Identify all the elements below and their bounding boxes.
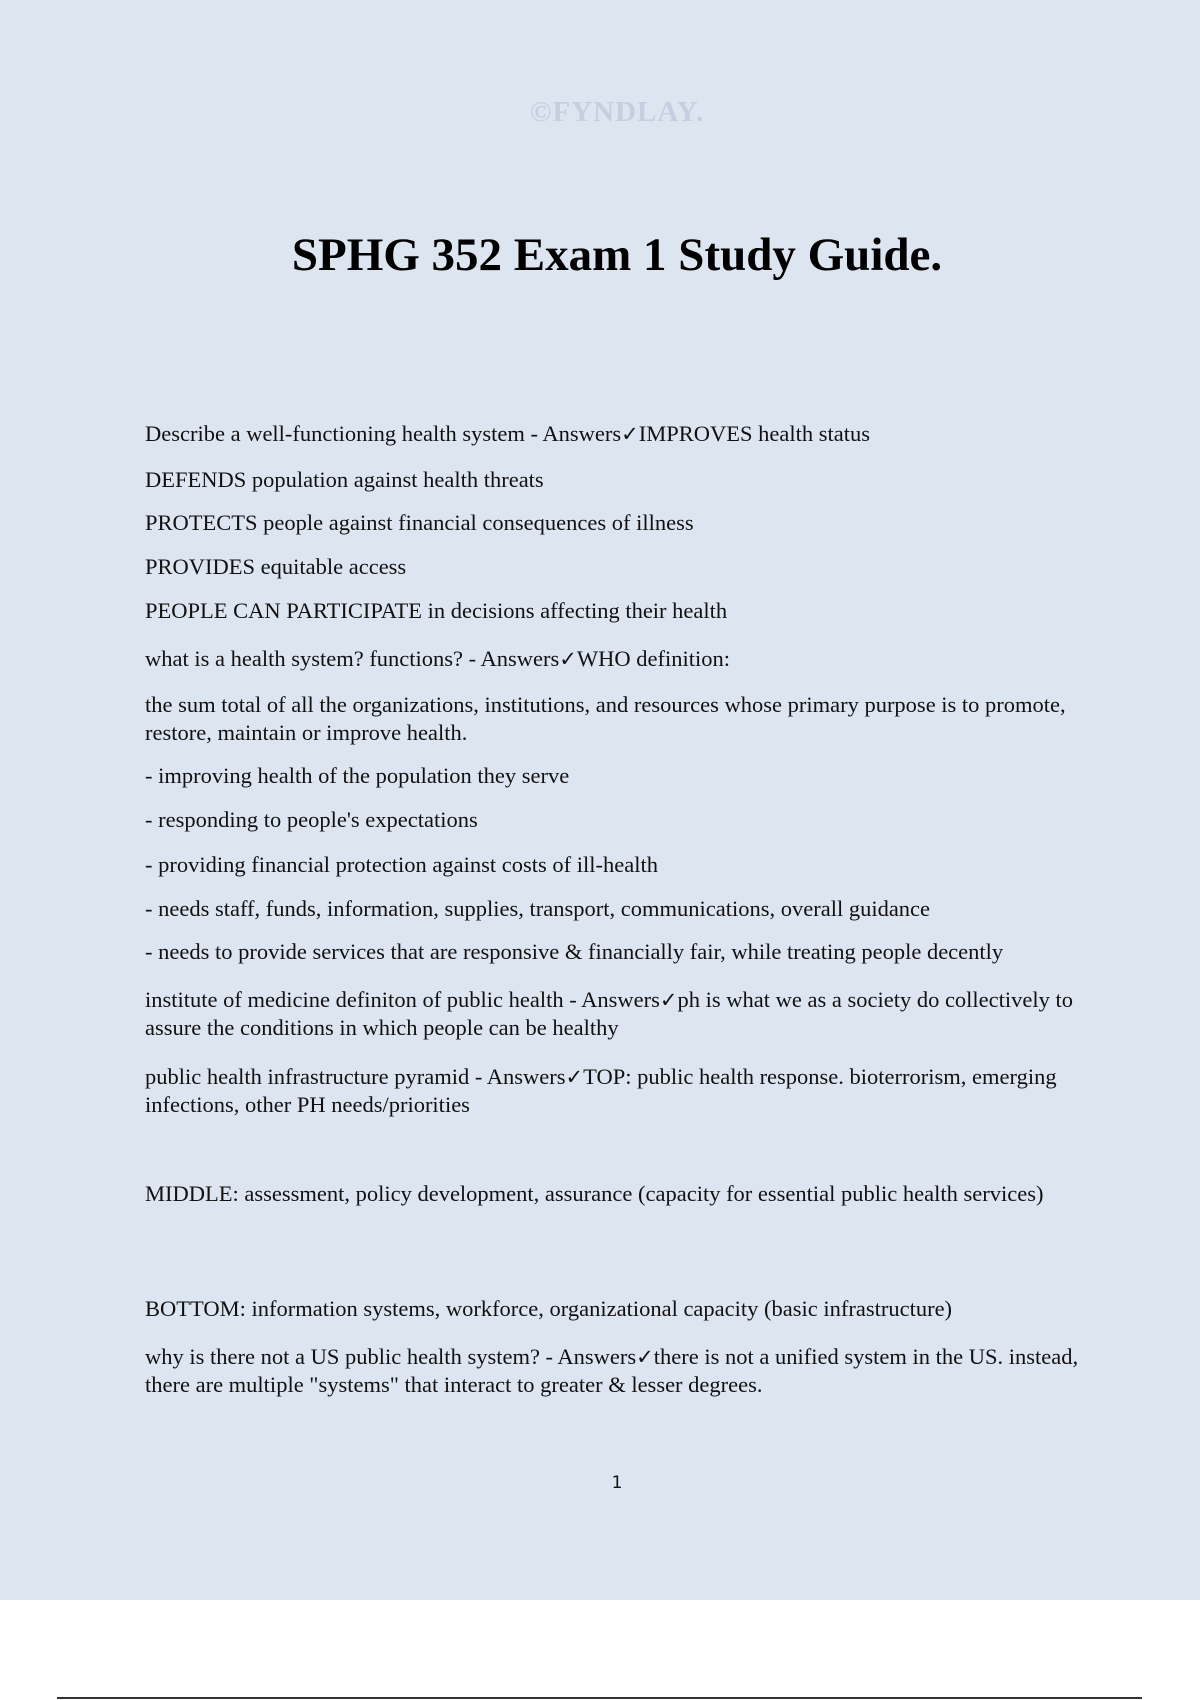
answer-text: ph is what we as a society do collectively to assure the conditions in which people can be healthy — [145, 987, 1074, 1040]
text-line: DEFENDS population against health threats — [145, 467, 544, 492]
answer-text: WHO definition: — [576, 646, 731, 671]
list-item: - needs to provide services that are responsive & financially fair, while treating people decently — [145, 939, 1004, 964]
question-text: what is a health system? functions? - Answers — [145, 646, 560, 671]
checkmark-icon: ✓ — [565, 1065, 584, 1089]
answer-line — [145, 1343, 1085, 1399]
list-item: - needs staff, funds, information, supplies, transport, communications, overall guidance — [145, 896, 931, 921]
text-line: the sum total of all the organizations, institutions, and resources whose primary purpose is to promote, restore, maintain or improve health. — [145, 692, 1066, 745]
list-item: - responding to people's expectations — [145, 807, 478, 832]
answer-text: there is not a unified system in the US. instead, there are multiple "systems" that interact to greater & lesser degrees. — [145, 1344, 1079, 1397]
question-text: Describe a well-functioning health system - Answers — [145, 421, 622, 446]
text-line: PEOPLE CAN PARTICIPATE in decisions affecting their health — [145, 598, 728, 623]
answer-line — [145, 645, 1085, 673]
text-line: PROTECTS people against financial consequences of illness — [145, 510, 694, 535]
checkmark-icon: ✓ — [621, 422, 639, 446]
list-item: - improving health of the population they serve — [145, 763, 570, 788]
text-line: BOTTOM: information systems, workforce, organizational capacity (basic infrastructure) — [145, 1296, 953, 1321]
answer-line — [145, 986, 1085, 1042]
question-text: institute of medicine definiton of public health - Answers — [145, 987, 660, 1012]
question-text: public health infrastructure pyramid - Answers — [145, 1064, 566, 1089]
page-number: 1 — [611, 1473, 623, 1493]
text-line: MIDDLE: assessment, policy development, assurance (capacity for essential public health services) — [145, 1181, 1044, 1206]
bottom-rule — [57, 1697, 1142, 1699]
answer-text: IMPROVES health status — [638, 421, 871, 446]
answer-line — [145, 1063, 1085, 1119]
watermark: ©FYNDLAY. — [529, 96, 705, 128]
answer-line — [145, 420, 1085, 448]
checkmark-icon: ✓ — [559, 647, 577, 671]
answer-text: TOP: public health response. bioterrorism, emerging infections, other PH needs/priorities — [145, 1064, 1057, 1117]
list-item: - providing financial protection against costs of ill-health — [145, 852, 658, 877]
checkmark-icon: ✓ — [659, 988, 678, 1012]
text-line: PROVIDES equitable access — [145, 554, 407, 579]
question-text: why is there not a US public health system? - Answers — [145, 1344, 637, 1369]
checkmark-icon: ✓ — [636, 1345, 654, 1369]
document-title: SPHG 352 Exam 1 Study Guide. — [291, 229, 943, 281]
